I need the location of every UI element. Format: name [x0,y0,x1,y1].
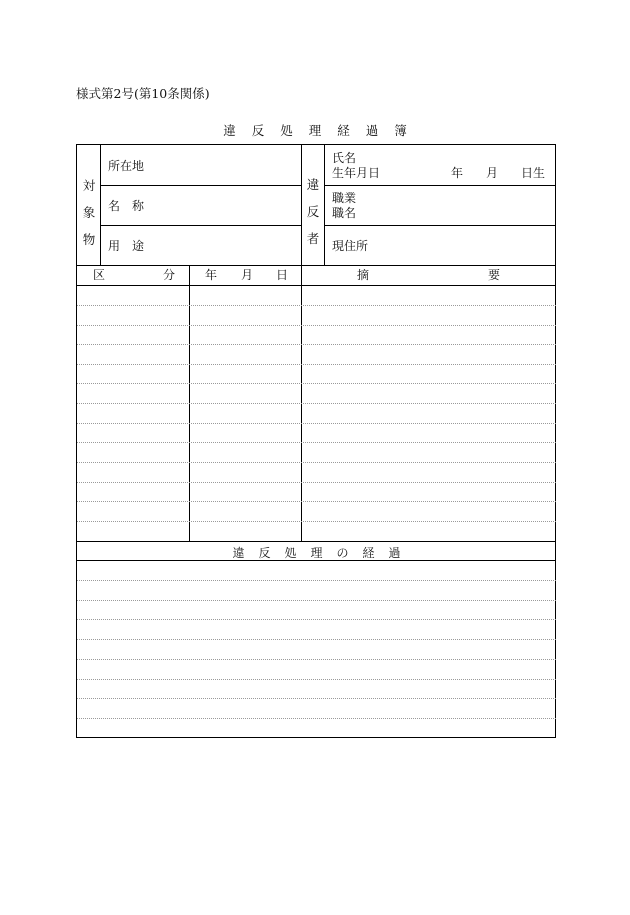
log-row-line [77,442,556,443]
log-row-line [77,462,556,463]
process-row-line [77,639,556,640]
log-row-line [77,364,556,365]
divider-violator-2 [324,225,556,226]
page-title: 違反処理経過簿 [223,123,423,138]
log-row-line [77,325,556,326]
target-side-label: 対 象 物 [82,178,96,247]
date-header-day: 日 [276,268,289,282]
divider-target-1 [100,185,301,186]
process-row-line [77,580,556,581]
divider-target-2 [100,225,301,226]
log-row-line [77,383,556,384]
date-header-year: 年 [205,268,218,282]
violator-name-label: 氏名 [332,151,357,165]
log-row-line [77,423,556,424]
category-header-2: 分 [163,268,176,282]
name-label: 名 称 [108,199,145,213]
process-row-line [77,698,556,699]
process-row-line [77,718,556,719]
category-header-1: 区 [93,268,106,282]
divider-header-top [77,265,556,266]
divider-header-bottom [77,285,556,286]
birth-date-label: 生年月日 [332,166,381,180]
birth-month-unit: 月 [486,166,499,180]
location-label: 所在地 [108,159,145,173]
process-row-line [77,679,556,680]
birth-year-unit: 年 [451,166,464,180]
log-row-line [77,501,556,502]
form-frame [76,144,556,738]
summary-header-1: 摘 [357,268,370,282]
divider-violator-1 [324,185,556,186]
process-header: 違反処理の経過 [232,546,415,560]
form-number-label: 様式第2号(第10条関係) [76,86,210,101]
log-row-line [77,521,556,522]
occupation-label: 職業 [332,191,357,205]
log-row-line [77,305,556,306]
divider-violator-side [324,145,325,265]
log-row-line [77,482,556,483]
process-row-line [77,659,556,660]
process-row-line [77,600,556,601]
divider-target-side [100,145,101,265]
log-row-line [77,344,556,345]
use-label: 用 途 [108,239,145,253]
birth-day-unit: 日生 [521,166,546,180]
process-row-line [77,619,556,620]
summary-header-2: 要 [488,268,501,282]
position-label: 職名 [332,206,357,220]
divider-process-top [77,541,556,542]
violator-side-label: 違 反 者 [306,177,320,246]
date-header-month: 月 [241,268,254,282]
address-label: 現住所 [332,239,369,253]
log-row-line [77,403,556,404]
